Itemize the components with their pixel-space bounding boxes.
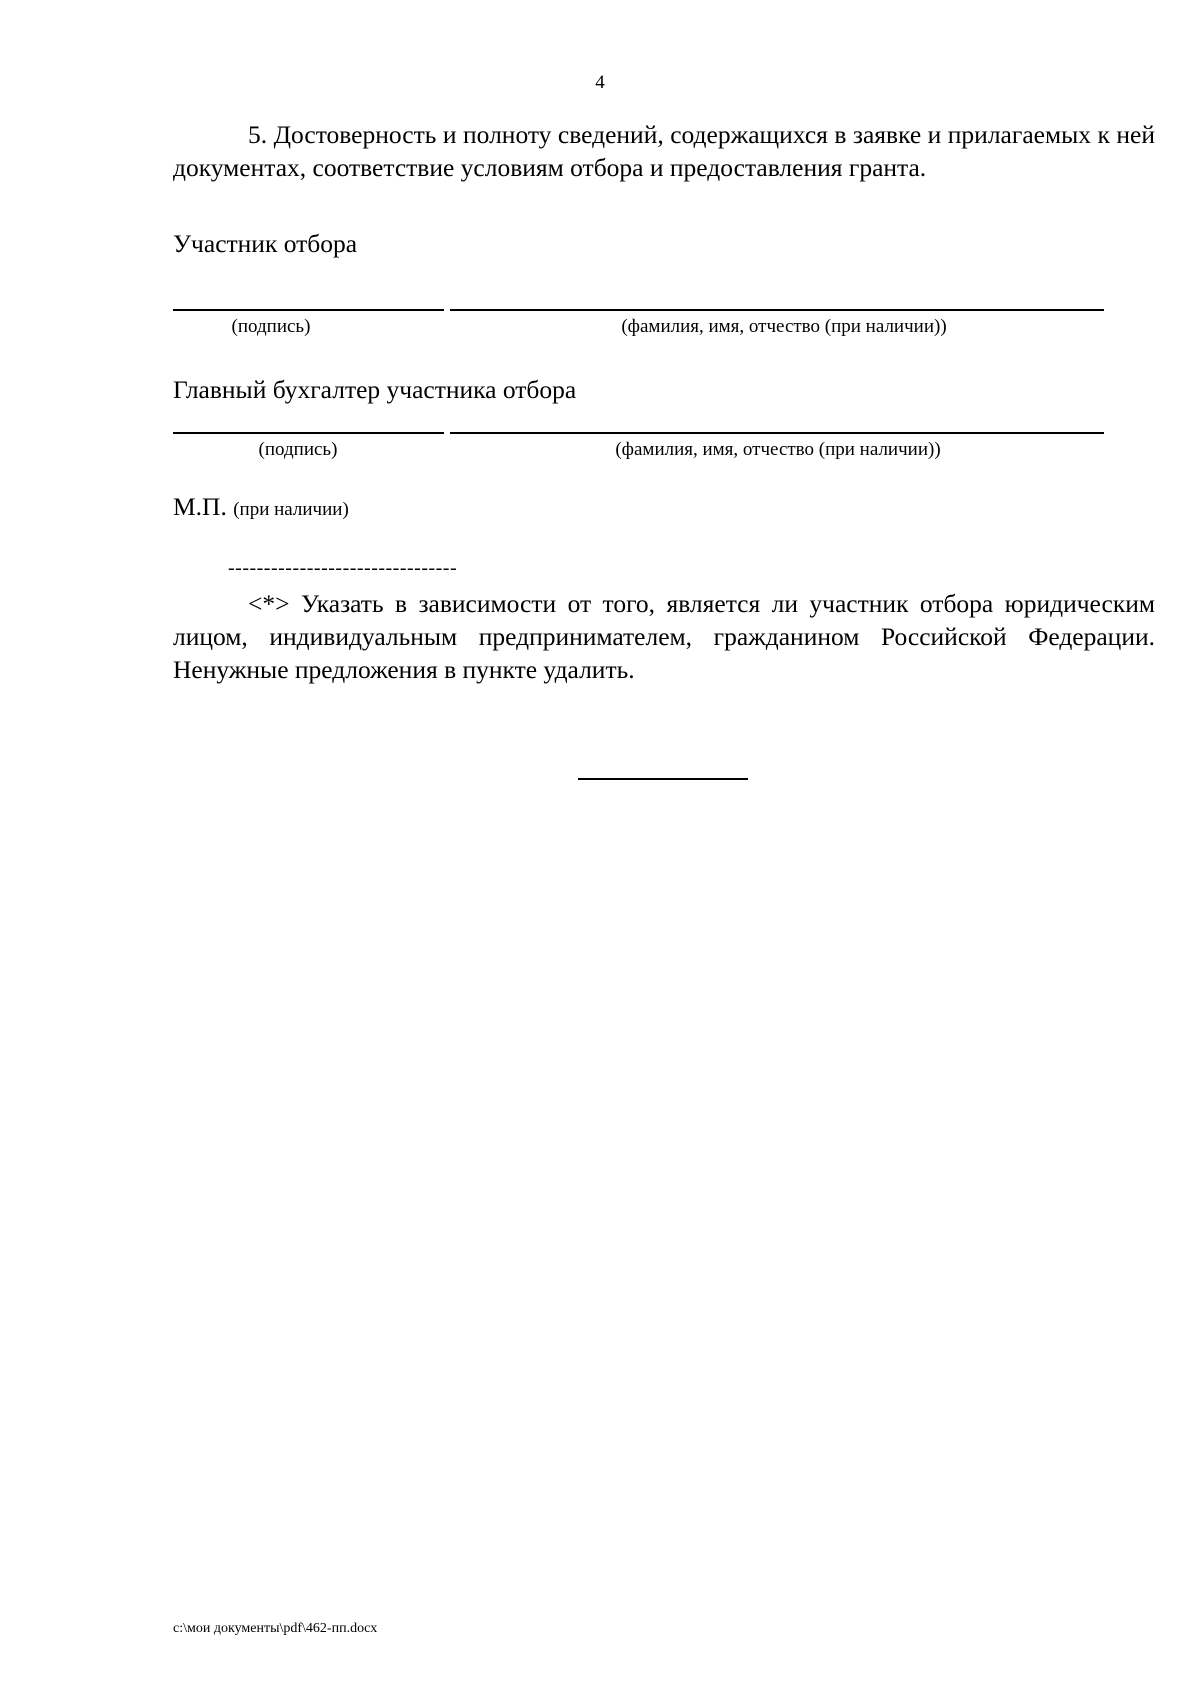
participant-name-line <box>450 309 1104 311</box>
participant-name-caption: (фамилия, имя, отчество (при наличии)) <box>621 316 947 337</box>
participant-signature-caption: (подпись) <box>231 316 311 337</box>
chief-accountant-name-line <box>450 432 1104 434</box>
stamp-label: М.П. <box>173 492 227 521</box>
footnote-text: <*> Указать в зависимости от того, является ли участник отбора юридическим лицом, индивидуальным предпринимателем, гражданином Российской Федерации. Ненужные предложения в пункте удалить. <box>173 589 1155 684</box>
item-5-paragraph: 5. Достоверность и полноту сведений, содержащихся в заявке и прилагаемых к ней документах, соответствие условиям отбора и предоставления гранта. <box>173 120 1155 182</box>
stamp-line <box>173 490 349 526</box>
footnote-separator: -------------------------------- <box>228 557 458 579</box>
chief-accountant-name-caption: (фамилия, имя, отчество (при наличии)) <box>615 439 941 460</box>
file-path: c:\мои документы\pdf\462-пп.docx <box>173 1621 378 1636</box>
chief-accountant-signature-caption: (подпись) <box>258 439 338 460</box>
participant-role-label: Участник отбора <box>173 229 358 258</box>
participant-signature-line <box>173 309 444 311</box>
chief-accountant-role-label: Главный бухгалтер участника отбора <box>173 375 577 404</box>
page-number: 4 <box>595 72 605 93</box>
stamp-note: (при наличии) <box>233 499 349 520</box>
chief-accountant-signature-line <box>173 432 444 434</box>
end-of-document-line <box>578 778 748 780</box>
